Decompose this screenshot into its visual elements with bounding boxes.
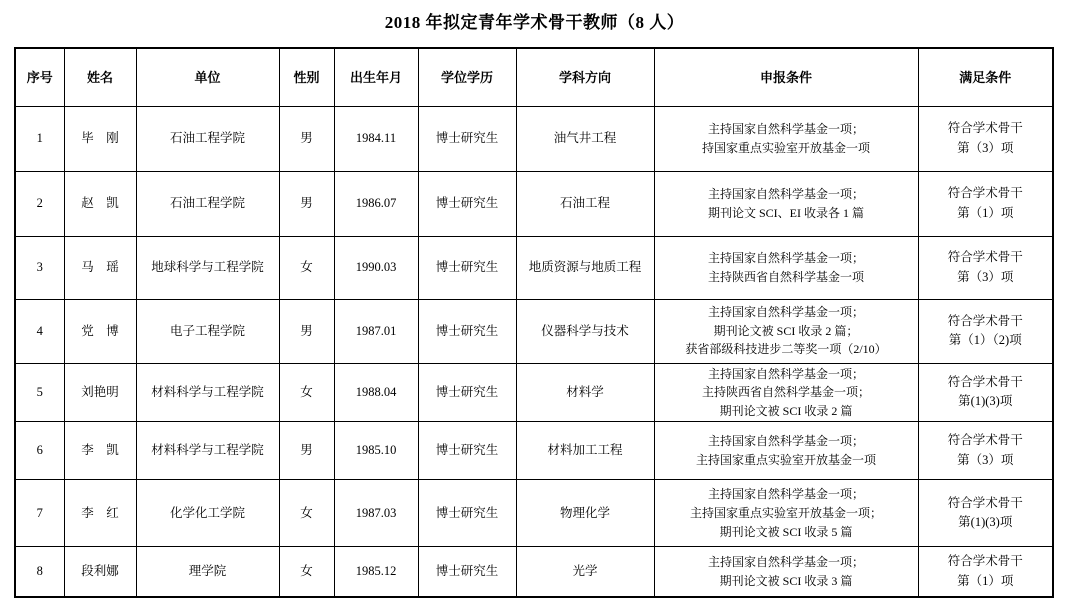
cell-conditions (654, 171, 918, 236)
col-header-name: 姓名 (64, 48, 136, 106)
condition-line: 期刊论文被 SCI 收录 2 篇； (713, 323, 859, 338)
condition-line: 主持陕西省自然科学基金一项； (701, 385, 870, 400)
cell-field: 石油工程 (516, 171, 654, 236)
cell-gender: 男 (279, 171, 334, 236)
condition-line: 主持国家自然科学基金一项； (707, 554, 864, 569)
cell-no: 7 (15, 480, 64, 547)
cell-unit: 石油工程学院 (136, 106, 279, 171)
met-line: 符合学术骨干 (947, 186, 1023, 201)
cell-field: 仪器科学与技术 (516, 299, 654, 363)
cell-no: 6 (15, 422, 64, 480)
condition-line: 期刊论文 SCI、EI 收录各 1 篇 (707, 205, 864, 220)
col-header-conditions: 申报条件 (654, 48, 918, 106)
cell-name: 党 博 (64, 299, 136, 363)
cell-no: 4 (15, 299, 64, 363)
cell-name: 毕 刚 (64, 106, 136, 171)
met-line: 第（3）项 (957, 140, 1014, 155)
met-line: 符合学术骨干 (947, 433, 1023, 448)
cell-degree: 博士研究生 (418, 480, 516, 547)
condition-line: 主持国家自然科学基金一项； (707, 121, 864, 136)
met-line: 符合学术骨干 (947, 121, 1023, 136)
cell-gender: 女 (279, 236, 334, 299)
condition-line: 主持国家重点实验室开放基金一项； (689, 505, 882, 520)
met-line: 第（3）项 (957, 269, 1014, 284)
met-line: 第(1)(3)项 (958, 394, 1013, 409)
cell-degree: 博士研究生 (418, 171, 516, 236)
cell-conditions (654, 106, 918, 171)
cell-met (918, 106, 1053, 171)
cell-degree: 博士研究生 (418, 299, 516, 363)
table-row (15, 106, 1053, 171)
cell-degree: 博士研究生 (418, 547, 516, 597)
cell-unit: 石油工程学院 (136, 171, 279, 236)
cell-gender: 男 (279, 106, 334, 171)
cell-unit: 材料科学与工程学院 (136, 422, 279, 480)
cell-gender: 男 (279, 299, 334, 363)
cell-unit: 电子工程学院 (136, 299, 279, 363)
cell-birth: 1986.07 (334, 171, 418, 236)
cell-degree: 博士研究生 (418, 236, 516, 299)
cell-conditions (654, 236, 918, 299)
condition-line: 主持国家重点实验室开放基金一项 (695, 452, 876, 467)
col-header-field: 学科方向 (516, 48, 654, 106)
met-line: 第（3）项 (957, 452, 1014, 467)
header-row (15, 48, 1053, 106)
cell-birth: 1990.03 (334, 236, 418, 299)
cell-unit: 化学化工学院 (136, 480, 279, 547)
cell-conditions (654, 299, 918, 363)
cell-name: 段利娜 (64, 547, 136, 597)
cell-field: 油气井工程 (516, 106, 654, 171)
condition-line: 主持国家自然科学基金一项； (707, 250, 864, 265)
condition-line: 期刊论文被 SCI 收录 3 篇 (719, 573, 853, 588)
cell-met (918, 480, 1053, 547)
cell-birth: 1988.04 (334, 363, 418, 422)
cell-degree: 博士研究生 (418, 363, 516, 422)
cell-birth: 1984.11 (334, 106, 418, 171)
cell-field: 材料加工工程 (516, 422, 654, 480)
col-header-no: 序号 (15, 48, 64, 106)
table-row (15, 299, 1053, 363)
cell-conditions (654, 547, 918, 597)
cell-name: 李 红 (64, 480, 136, 547)
cell-gender: 女 (279, 547, 334, 597)
cell-birth: 1987.03 (334, 480, 418, 547)
condition-line: 期刊论文被 SCI 收录 5 篇 (719, 524, 853, 539)
col-header-unit: 单位 (136, 48, 279, 106)
table-row (15, 236, 1053, 299)
condition-line: 主持国家自然科学基金一项； (707, 305, 864, 320)
cell-no: 5 (15, 363, 64, 422)
condition-line: 主持国家自然科学基金一项； (707, 434, 864, 449)
met-line: 符合学术骨干 (947, 250, 1023, 265)
condition-line: 持国家重点实验室开放基金一项 (701, 140, 870, 155)
cell-degree: 博士研究生 (418, 106, 516, 171)
table-row (15, 547, 1053, 597)
condition-line: 获省部级科技进步二等奖一项（2/10） (685, 342, 887, 357)
cell-field: 地质资源与地质工程 (516, 236, 654, 299)
cell-no: 2 (15, 171, 64, 236)
cell-name: 赵 凯 (64, 171, 136, 236)
met-line: 符合学术骨干 (947, 554, 1023, 569)
cell-degree: 博士研究生 (418, 422, 516, 480)
cell-birth: 1987.01 (334, 299, 418, 363)
condition-line: 期刊论文被 SCI 收录 2 篇 (719, 403, 853, 418)
cell-name: 刘艳明 (64, 363, 136, 422)
col-header-gender: 性别 (279, 48, 334, 106)
cell-conditions (654, 422, 918, 480)
col-header-birth: 出生年月 (334, 48, 418, 106)
cell-met (918, 422, 1053, 480)
cell-no: 1 (15, 106, 64, 171)
col-header-met: 满足条件 (918, 48, 1053, 106)
cell-no: 8 (15, 547, 64, 597)
cell-conditions (654, 363, 918, 422)
cell-birth: 1985.12 (334, 547, 418, 597)
met-line: 第（1）项 (957, 573, 1014, 588)
table-row (15, 422, 1053, 480)
met-line: 第（1）（2)项 (948, 333, 1022, 347)
cell-field: 光学 (516, 547, 654, 597)
met-line: 符合学术骨干 (947, 313, 1023, 328)
cell-name: 马 瑶 (64, 236, 136, 299)
cell-met (918, 547, 1053, 597)
cell-field: 物理化学 (516, 480, 654, 547)
condition-line: 主持国家自然科学基金一项； (707, 487, 864, 502)
teacher-roster-table (14, 47, 1054, 598)
cell-no: 3 (15, 236, 64, 299)
table-row (15, 363, 1053, 422)
met-line: 第（1）项 (957, 205, 1014, 220)
table-row (15, 480, 1053, 547)
met-line: 第(1)(3)项 (958, 515, 1013, 530)
condition-line: 主持国家自然科学基金一项； (707, 366, 864, 381)
cell-met (918, 171, 1053, 236)
cell-unit: 地球科学与工程学院 (136, 236, 279, 299)
cell-met (918, 363, 1053, 422)
col-header-degree: 学位学历 (418, 48, 516, 106)
cell-conditions (654, 480, 918, 547)
condition-line: 主持陕西省自然科学基金一项 (707, 269, 864, 284)
cell-name: 李 凯 (64, 422, 136, 480)
cell-gender: 女 (279, 480, 334, 547)
cell-unit: 理学院 (136, 547, 279, 597)
cell-met (918, 236, 1053, 299)
condition-line: 主持国家自然科学基金一项； (707, 186, 864, 201)
met-line: 符合学术骨干 (947, 375, 1023, 390)
cell-gender: 男 (279, 422, 334, 480)
cell-field: 材料学 (516, 363, 654, 422)
met-line: 符合学术骨干 (947, 495, 1023, 510)
cell-met (918, 299, 1053, 363)
cell-birth: 1985.10 (334, 422, 418, 480)
cell-gender: 女 (279, 363, 334, 422)
table-row (15, 171, 1053, 236)
page-title: 2018 年拟定青年学术骨干教师（8 人） (384, 13, 685, 32)
cell-unit: 材料科学与工程学院 (136, 363, 279, 422)
